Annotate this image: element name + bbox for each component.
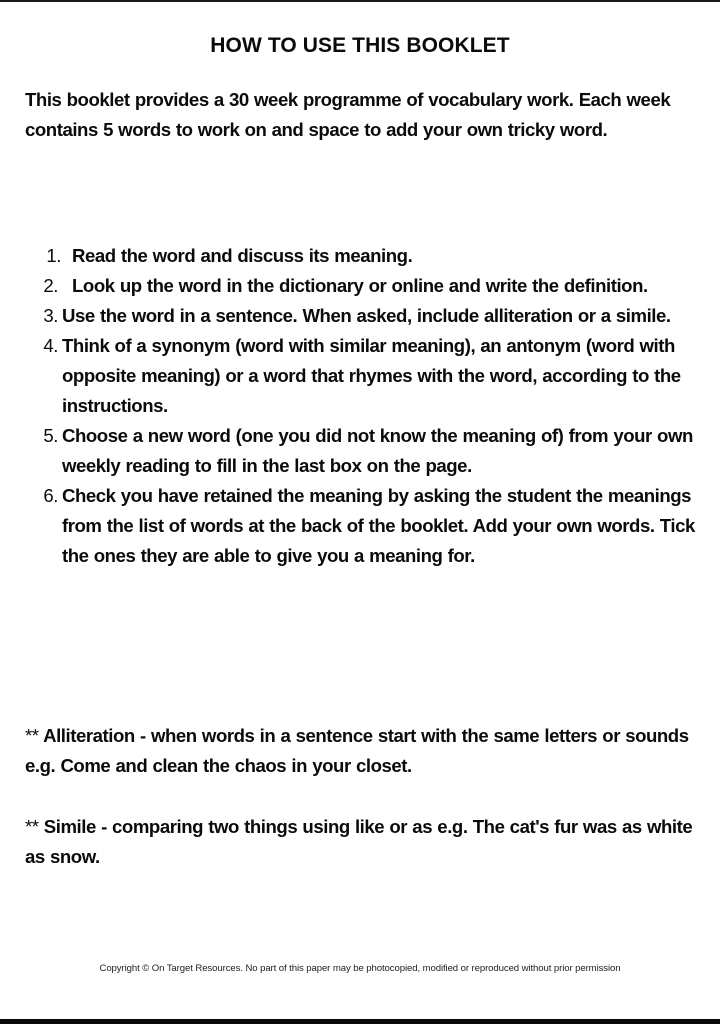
instruction-step-1 bbox=[25, 241, 710, 271]
top-border bbox=[0, 0, 720, 2]
instruction-step-4 bbox=[25, 331, 710, 421]
step-number: 3. bbox=[43, 305, 58, 326]
step-number: 6. bbox=[43, 485, 58, 506]
bottom-border bbox=[0, 1019, 720, 1024]
note-marker: ** bbox=[25, 816, 39, 837]
step-text: Use the word in a sentence. When asked, include alliteration or a simile. bbox=[62, 305, 671, 326]
step-text: Check you have retained the meaning by asking the student the meanings from the list of words at the back of the booklet. Add your own words. Tick the ones they are able to give you a meaning for. bbox=[62, 485, 695, 566]
instruction-step-3 bbox=[25, 301, 710, 331]
note-alliteration bbox=[25, 721, 710, 781]
instruction-list bbox=[25, 241, 710, 571]
step-text: Choose a new word (one you did not know the meaning of) from your own weekly reading to fill in the last box on the page. bbox=[62, 425, 693, 476]
step-text: Think of a synonym (word with similar meaning), an antonym (word with opposite meaning) or a word that rhymes with the word, according to the instructions. bbox=[62, 335, 681, 416]
note-text: Simile - comparing two things using like or as e.g. The cat's fur was as white as snow. bbox=[25, 816, 693, 867]
instruction-step-5 bbox=[25, 421, 710, 481]
step-number: 1. bbox=[46, 245, 61, 266]
intro-paragraph: This booklet provides a 30 week programme of vocabulary work. Each week contains 5 words to work on and space to add your own tricky word. bbox=[25, 89, 671, 140]
note-simile bbox=[25, 812, 710, 872]
copyright-footer: Copyright © On Target Resources. No part of this paper may be photocopied, modified or reproduced without prior permission bbox=[99, 963, 621, 974]
step-text: Look up the word in the dictionary or online and write the definition. bbox=[72, 275, 648, 296]
step-number: 4. bbox=[43, 335, 58, 356]
step-number: 2. bbox=[43, 275, 58, 296]
note-text: Alliteration - when words in a sentence start with the same letters or sounds e.g. Come and clean the chaos in your closet. bbox=[25, 725, 689, 776]
note-marker: ** bbox=[25, 725, 39, 746]
step-text: Read the word and discuss its meaning. bbox=[72, 245, 413, 266]
page-title: HOW TO USE THIS BOOKLET bbox=[210, 34, 510, 58]
step-number: 5. bbox=[43, 425, 58, 446]
instruction-step-6 bbox=[25, 481, 710, 571]
instruction-step-2 bbox=[25, 271, 710, 301]
